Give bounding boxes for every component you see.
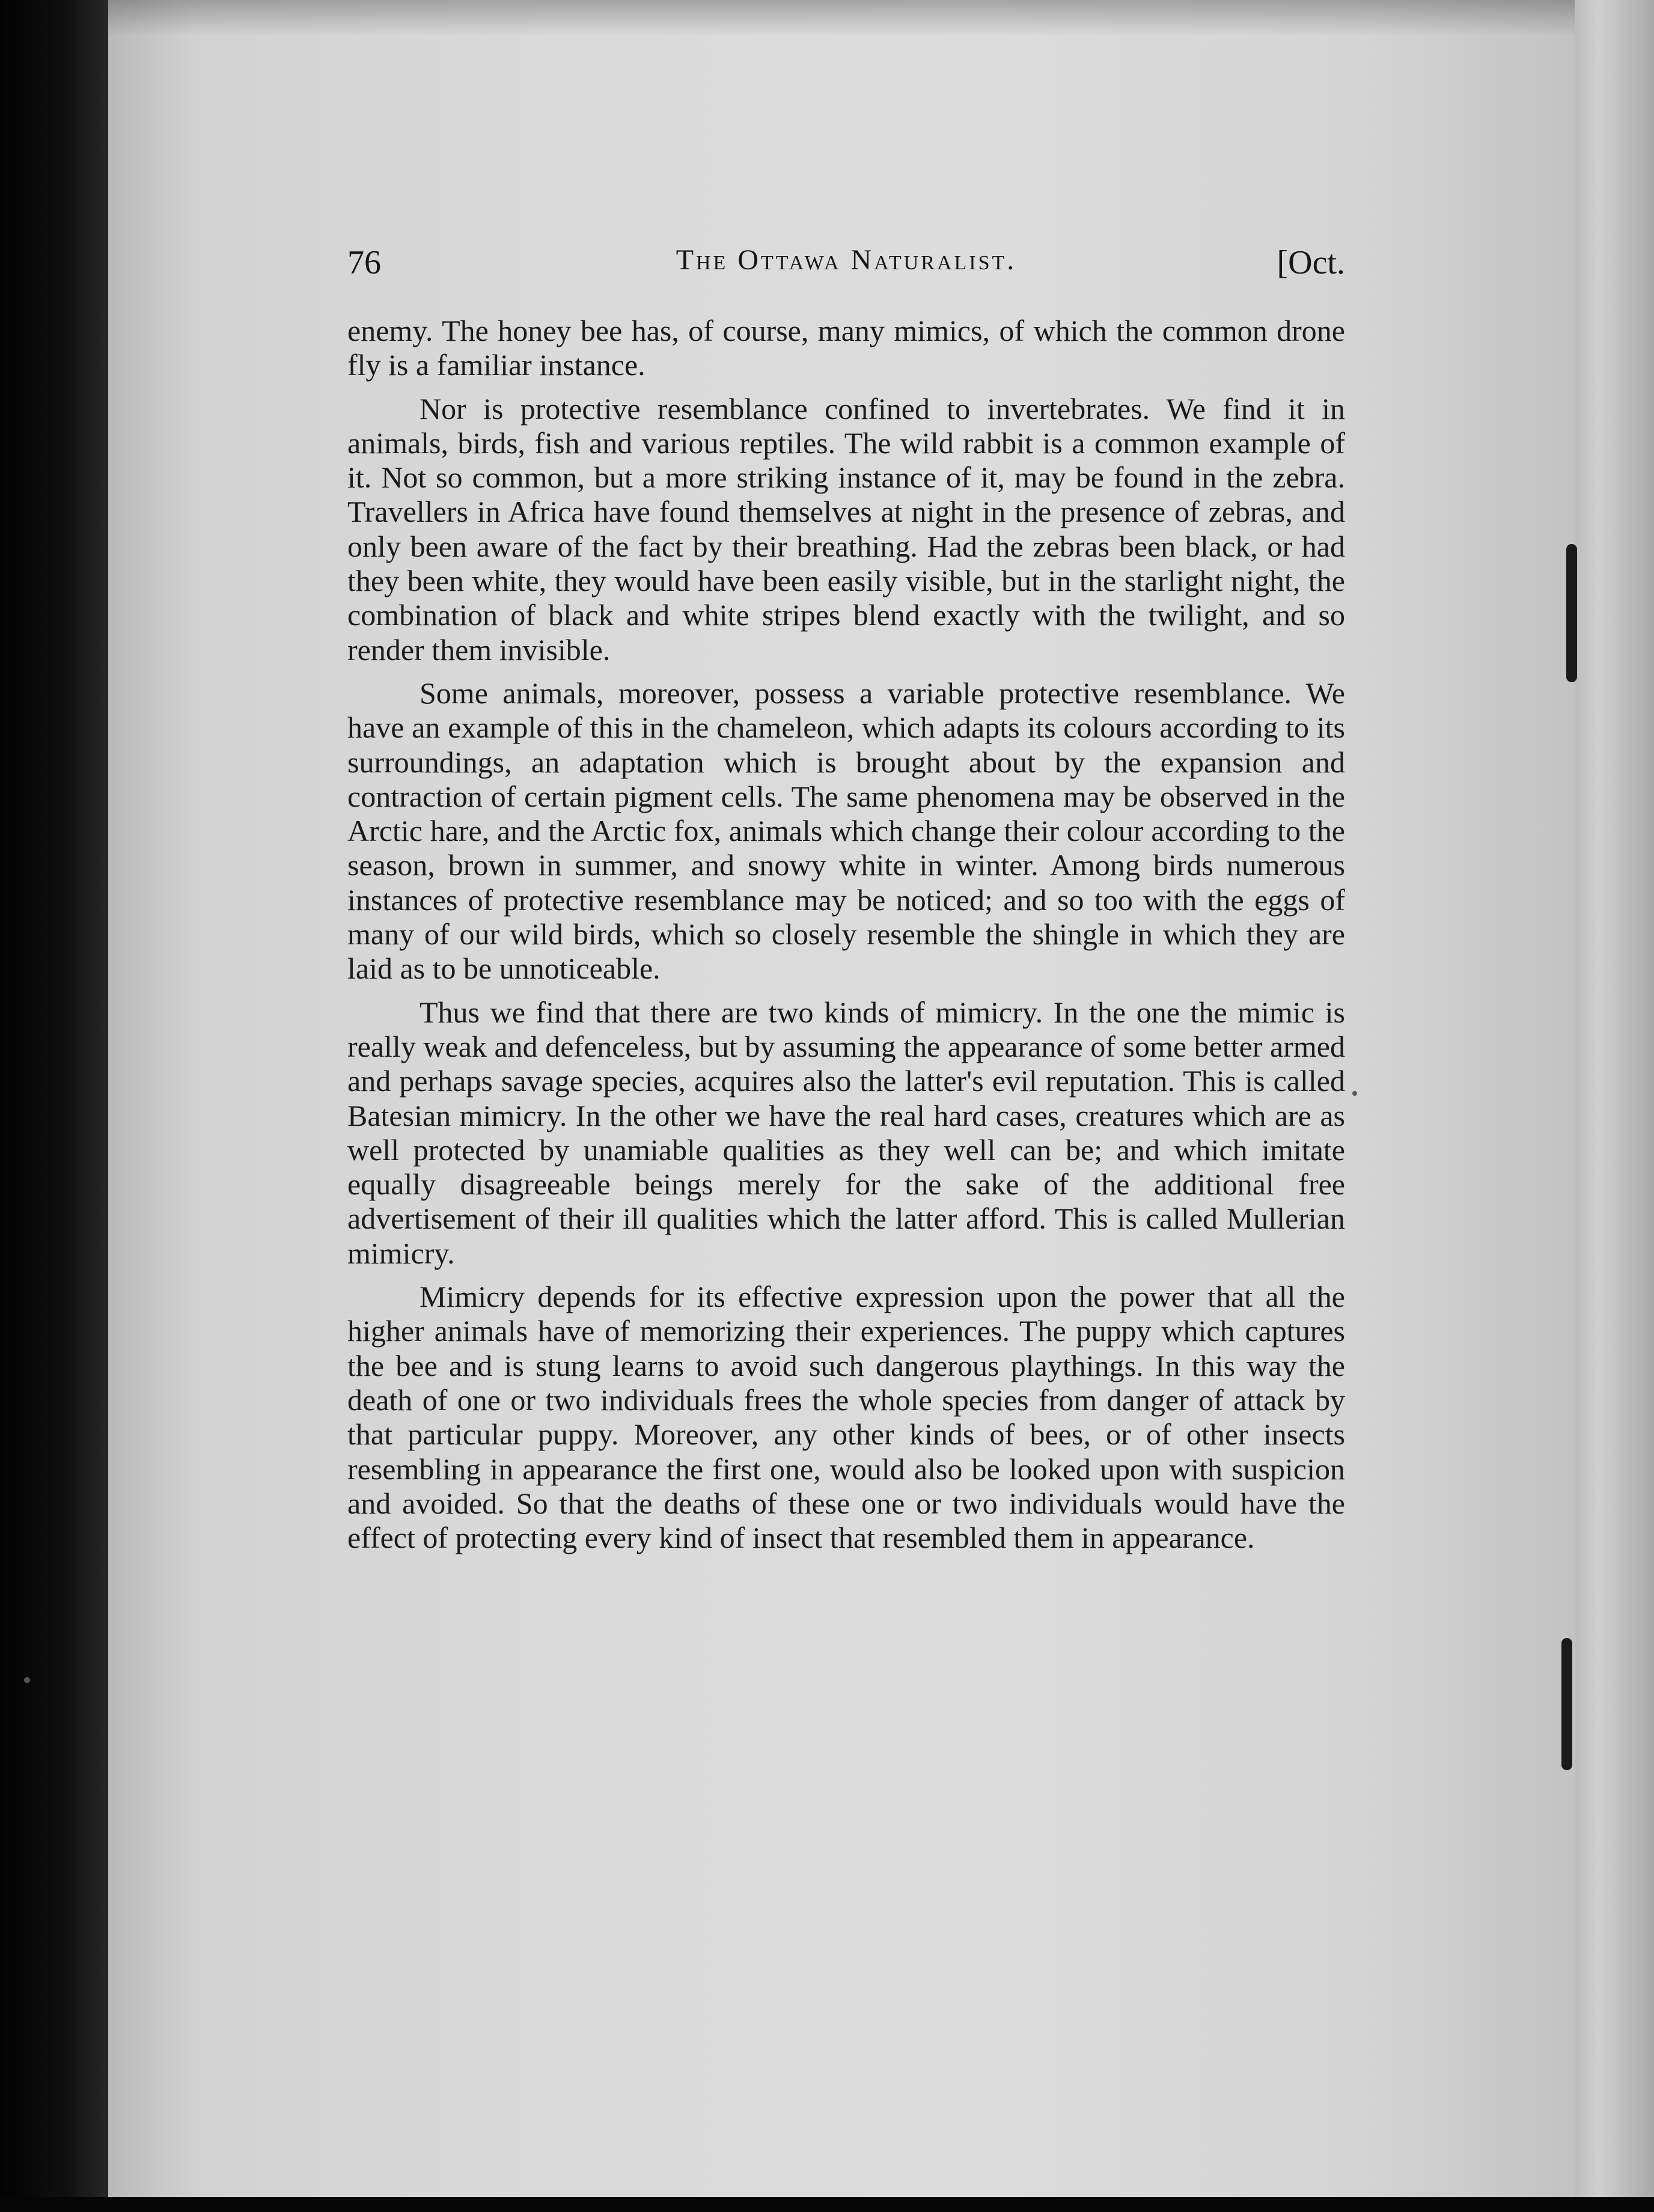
dust-speck xyxy=(1352,1091,1357,1096)
binding-staple-top xyxy=(1566,544,1577,682)
right-page-edge xyxy=(1575,0,1654,2212)
left-scan-border xyxy=(0,0,111,2212)
paragraph-kinds-of-mimicry: Thus we find that there are two kinds of mimicry. In the one the mimic is really weak and defenceless, but by assuming the appearance of some better armed and perhaps savage species, acquires also the latter's evil reputation. This is called Batesian mimicry. In the other we have the real hard cases, creatures which are as well protected by unamiable qualities as they well can be; and which imitate equally disagreeable beings merely for the sake of the additional free advertisement of their ill qualities which the latter afford. This is called Mullerian mimicry. xyxy=(347,995,1345,1270)
paragraph-variable-resemblance: Some animals, moreover, possess a variable protective resemblance. We have an example of this in the chameleon, which adapts its colours according to its surroundings, an adaptation which is brought about by the expansion and contraction of certain pigment cells. The same phenomena may be observed in the Arctic hare, and the Arctic fox, animals which change their colour according to the season, brown in summer, and snowy white in winter. Among birds numerous instances of protective resemblance may be noticed; and so too with the eggs of many of our wild birds, which so closely resemble the shingle in which they are laid as to be unnoticeable. xyxy=(347,676,1345,986)
top-shadow xyxy=(108,0,1584,36)
paragraph-memorizing: Mimicry depends for its effective expression upon the power that all the higher animals have of memorizing their experiences. The puppy which captures the bee and is stung learns to avoid such dangerous playthings. In this way the death of one or two individuals frees the whole species from danger of attack by that particular puppy. Moreover, any other kinds of bees, or of other insects resembling in appearance the first one, would also be looked upon with suspicion and avoided. So that the deaths of these one or two individuals would have the effect of protecting every kind of insect that resembled them in appearance. xyxy=(347,1280,1345,1555)
paragraph-protective-resemblance: Nor is protective resemblance confined to invertebrates. We find it in animals, birds, fish and various reptiles. The wild rabbit is a common example of it. Not so common, but a more striking instance of it, may be found in the zebra. Travellers in Africa have found themselves at night in the presence of zebras, and only been aware of the fact by their breathing. Had the zebras been black, or had they been white, they would have been easily visible, but in the starlight night, the combination of black and white stripes blend exactly with the twilight, and so render them invisible. xyxy=(347,391,1345,667)
paragraph-continuation: enemy. The honey bee has, of course, many mimics, of which the common drone fly is a familiar instance. xyxy=(347,314,1345,382)
dust-speck xyxy=(24,1677,30,1683)
page-number: 76 xyxy=(347,244,381,281)
issue-month: [Oct. xyxy=(1277,244,1345,281)
journal-title: The Ottawa Naturalist. xyxy=(676,244,1017,276)
article-body xyxy=(347,314,1345,1564)
binding-staple-bottom xyxy=(1561,1638,1572,1770)
running-head xyxy=(347,243,1345,286)
bottom-scan-border xyxy=(0,2197,1654,2212)
